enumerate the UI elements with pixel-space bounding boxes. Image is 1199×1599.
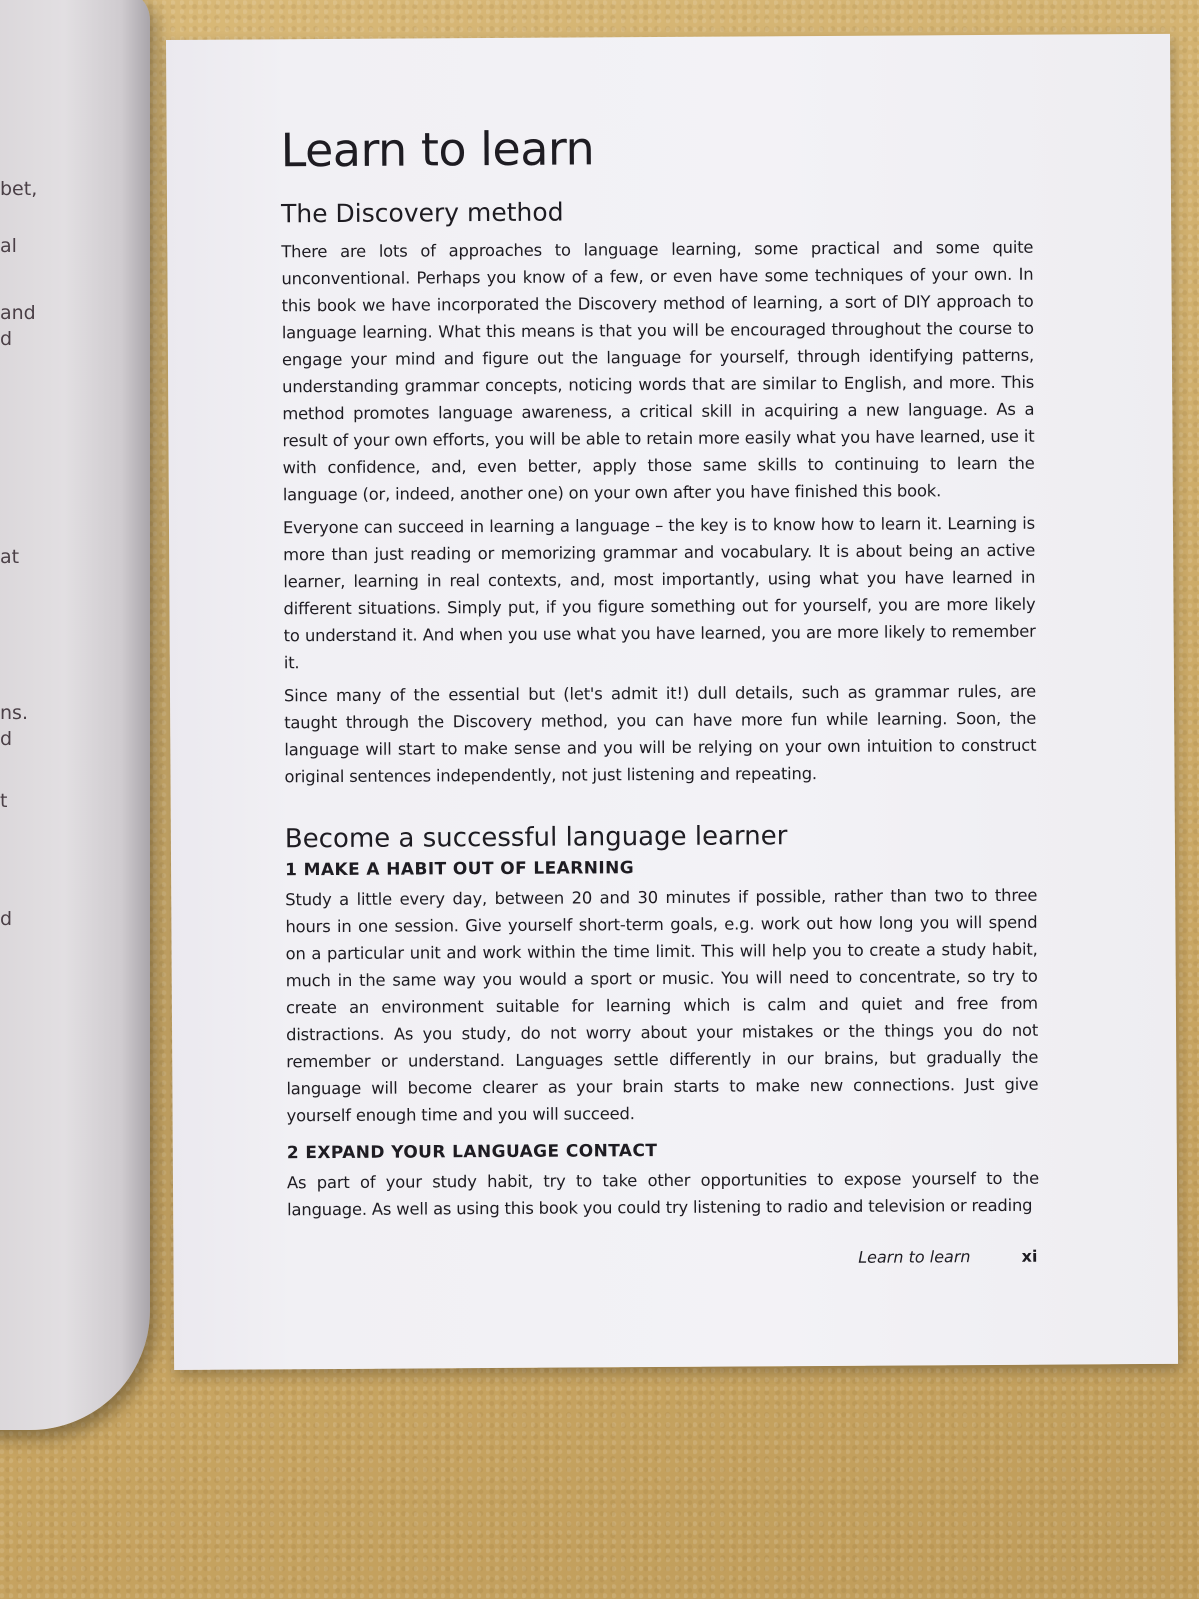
subheading-habit: 1 MAKE A HABIT OUT OF LEARNING	[285, 858, 635, 881]
running-title: Learn to learn	[858, 1247, 971, 1267]
section-heading-successful-learner: Become a successful language learner	[284, 821, 788, 855]
paragraph: Everyone can succeed in learning a language – the key is to know how to learn it. Learning is more than just reading or memorizing grammar and vocabulary. It is about being an active learner, learning in real contexts, and, most importantly, using what you have learned in different situations. Simply put, if you figure something out for yourself, you are more likely to understand it. And when you use what you have learned, you are more likely to remember it.	[282, 513, 1036, 673]
left-page-text-fragment: d	[0, 728, 13, 750]
left-page-text-fragment: d	[0, 908, 13, 930]
paragraph: Study a little every day, between 20 and 30 minutes if possible, rather than two to three hours in one session. Give yourself short-term goals, e.g. work out how long you will spend on a particular unit and work within the time limit. This will help you to create a study habit, much in the same way you would a sport or music. You will need to concentrate, so try to create an environment suitable for learning which is calm and quiet and free from distractions. As you study, do not worry about your mistakes or the things you do not remember or understand. Languages settle differently in our brains, but gradually the language will become clearer as your brain starts to make new connections. Just give yourself enough time and you will succeed.	[285, 885, 1039, 1126]
left-page-text-fragment: d	[0, 328, 13, 350]
paragraph: Since many of the essential but (let's admit it!) dull details, such as grammar rules, are taught through the Discovery method, you can have more fun while learning. Soon, the language will start to make sense and you will be relying on your own intuition to construct original sentences independently, not just listening and repeating.	[283, 681, 1037, 787]
subheading-language-contact: 2 EXPAND YOUR LANGUAGE CONTACT	[286, 1141, 658, 1164]
book-page	[166, 34, 1178, 1370]
left-page-text-fragment: ns.	[0, 702, 28, 724]
page-content	[281, 119, 1040, 1230]
left-page-text-fragment: at	[0, 546, 20, 568]
left-page-text-fragment: and	[0, 302, 36, 324]
left-page-text-fragment: al	[0, 235, 17, 257]
page-title: Learn to learn	[280, 121, 595, 178]
left-page-text-fragment: bet,	[0, 178, 38, 200]
left-page-text-fragment: t	[0, 790, 8, 812]
page-number: xi	[1021, 1246, 1038, 1266]
paragraph: As part of your study habit, try to take other opportunities to expose yourself to the language. As well as using this book you could try listening to radio and television or reading	[286, 1168, 1040, 1220]
left-facing-page	[0, 0, 150, 1430]
section-heading-discovery-method: The Discovery method	[280, 197, 564, 229]
paragraph: There are lots of approaches to language learning, some practical and some quite unconventional. Perhaps you know of a few, or even have some techniques of your own. In this book we have incorporated the Discovery method of learning, a sort of DIY approach to language learning. What this means is that you will be encouraged throughout the course to engage your mind and figure out the language for yourself, through identifying patterns, understanding grammar concepts, noticing words that are similar to English, and more. This method promotes language awareness, a critical skill in acquiring a new language. As a result of your own efforts, you will be able to retain more easily what you have learned, use it with confidence, and, even better, apply those same skills to continuing to learn the language (or, indeed, another one) on your own after you have finished this book.	[281, 237, 1035, 505]
page-footer	[858, 1247, 1037, 1267]
